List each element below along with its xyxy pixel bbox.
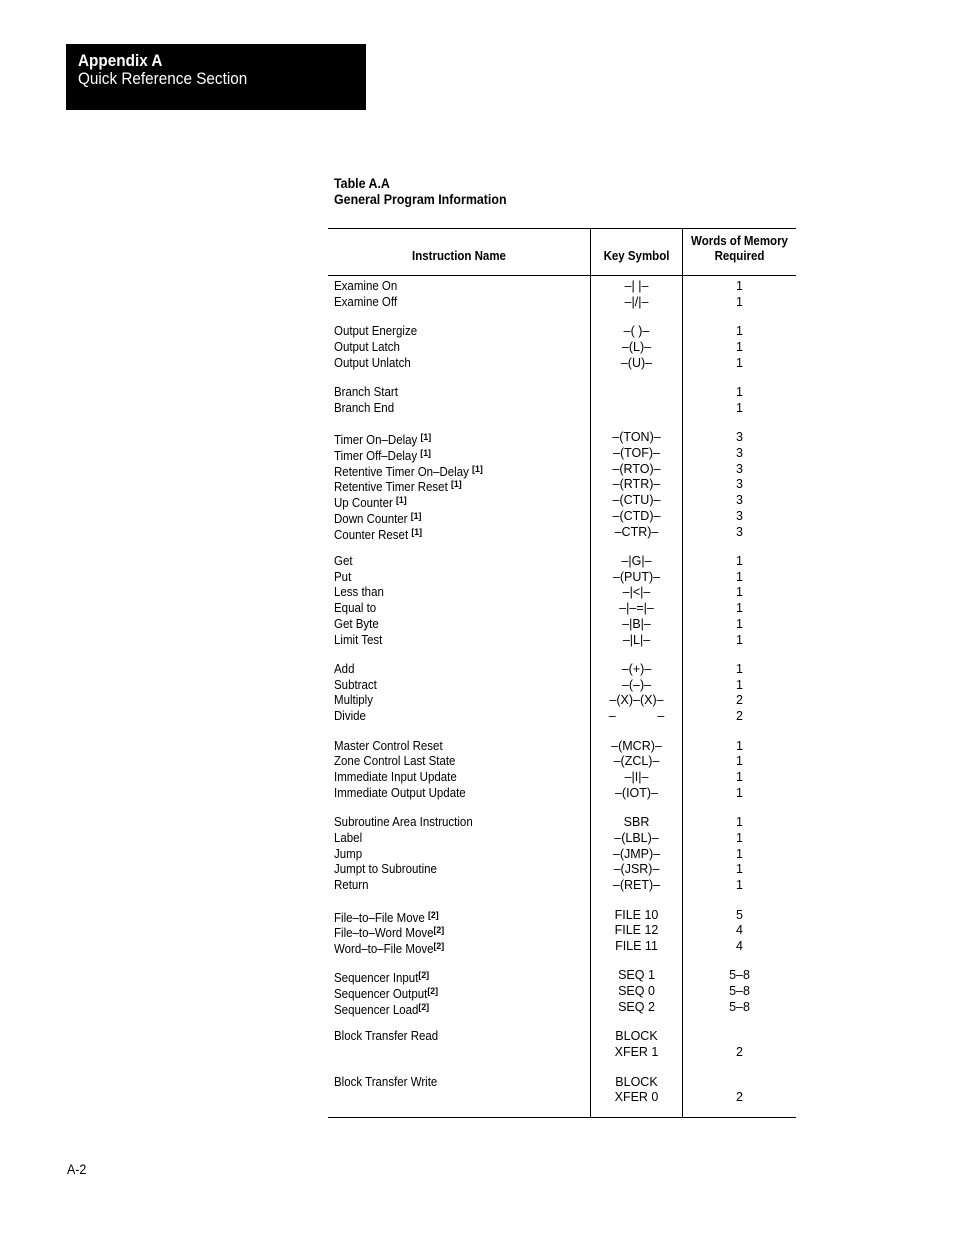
words-of-memory: 1 (736, 830, 743, 845)
words-of-memory: 1 (736, 400, 743, 415)
key-symbol: –(TON)– (612, 430, 661, 445)
words-of-memory: 2 (736, 1045, 743, 1059)
words-of-memory: 1 (736, 815, 743, 830)
key-symbol: –(X)–(X)– (609, 693, 664, 708)
instruction-name (334, 678, 377, 694)
instruction-name-text: File–to–File Move (334, 910, 428, 925)
key-symbol: XFER 0 (614, 1090, 659, 1105)
program-info-table (328, 228, 796, 1118)
instruction-name (334, 356, 411, 372)
words-of-memory: 3 (736, 493, 743, 508)
words-of-memory: 1 (736, 355, 743, 370)
key-symbol: –|/|– (624, 294, 649, 309)
key-symbol: –(JSR)– (613, 862, 660, 877)
instruction-name-text: Output Unlatch (334, 355, 411, 370)
footnote-ref: [2] (433, 925, 445, 937)
key-symbol: –(+)– (621, 662, 652, 676)
instruction-name-text: Up Counter (334, 496, 397, 511)
words-of-memory: 5–8 (729, 968, 750, 983)
instruction-name (334, 831, 362, 847)
instruction-name-text: Examine Off (334, 294, 398, 309)
words-of-memory: 1 (736, 554, 743, 568)
words-of-memory: 1 (736, 770, 743, 784)
words-of-memory: 1 (736, 662, 743, 676)
instruction-name (334, 1000, 429, 1019)
words-of-memory: 1 (736, 862, 743, 877)
instruction-name (334, 295, 397, 311)
instruction-name-text: Immediate Output Update (334, 785, 466, 800)
instruction-name (334, 340, 400, 356)
instruction-name (334, 662, 354, 678)
instruction-name (334, 525, 422, 544)
footnote-ref: [1] (396, 495, 407, 507)
key-symbol: –(RTO)– (612, 461, 661, 476)
instruction-name (334, 570, 351, 586)
column-header-instruction-name: Instruction Name (412, 249, 506, 263)
appendix-header (66, 44, 366, 110)
instruction-name-text: Counter Reset (334, 527, 412, 542)
instruction-name-text: Down Counter (334, 511, 411, 526)
key-symbol: –|L|– (622, 632, 651, 647)
instruction-name-text: Timer On–Delay (334, 433, 421, 448)
instruction-name-text: Jump (334, 846, 363, 861)
words-of-memory: 2 (736, 709, 743, 724)
words-of-memory: 5 (736, 907, 743, 922)
instruction-name (334, 847, 362, 863)
footnote-ref: [1] (411, 526, 423, 538)
key-symbol: –|G|– (621, 554, 652, 568)
instruction-name (334, 585, 384, 601)
instruction-name-text: Retentive Timer On–Delay (334, 464, 473, 479)
key-symbol: BLOCK (615, 1029, 658, 1044)
column-header-words-line2: Required (714, 249, 765, 263)
words-of-memory: 1 (736, 785, 743, 800)
key-symbol: –(RET)– (612, 878, 661, 892)
instruction-name-text: Divide (334, 709, 366, 724)
footnote-ref: [1] (420, 432, 432, 444)
words-of-memory: 1 (736, 754, 743, 769)
instruction-name-text: Equal to (334, 601, 377, 616)
instruction-name-text: Output Energize (334, 324, 418, 339)
key-symbol: XFER 1 (614, 1045, 659, 1059)
instruction-name (334, 939, 444, 958)
instruction-name (334, 754, 455, 770)
instruction-name-text: Immediate Input Update (334, 770, 457, 784)
words-of-memory: 1 (736, 632, 743, 647)
table-title: General Program Information (334, 192, 507, 207)
instruction-name-text: Sequencer Load (334, 1002, 419, 1017)
instruction-name-text: Master Control Reset (334, 738, 443, 753)
instruction-name (334, 1075, 437, 1091)
key-symbol: –(IOT)– (614, 785, 659, 800)
key-symbol: –(ZCL)– (613, 754, 660, 769)
instruction-name-text: Add (334, 662, 355, 676)
instruction-name-text: Subtract (334, 677, 377, 692)
instruction-name-text: Block Transfer Read (334, 1029, 439, 1044)
column-header-words-line1: Words of Memory (691, 234, 788, 248)
key-symbol: –( )– (623, 324, 650, 339)
key-symbol: –(MCR)– (611, 738, 662, 753)
header-divider (328, 275, 796, 276)
words-of-memory: 1 (736, 677, 743, 692)
words-of-memory: 1 (736, 601, 743, 616)
words-of-memory: 1 (736, 878, 743, 892)
instruction-name-text: Get Byte (334, 616, 379, 631)
instruction-name-text: Retentive Timer Reset (334, 480, 451, 495)
words-of-memory: 1 (736, 279, 743, 293)
instruction-name (334, 554, 353, 570)
instruction-name (334, 279, 397, 295)
instruction-name-text: Branch End (334, 400, 395, 415)
key-symbol: –| |– (624, 279, 649, 293)
instruction-name (334, 709, 366, 725)
instruction-name-text: Multiply (334, 693, 373, 708)
key-symbol: –(LBL)– (614, 830, 659, 845)
instruction-name (334, 770, 457, 786)
instruction-name-text: Subroutine Area Instruction (334, 815, 473, 830)
instruction-name-text: File–to–Word Move (334, 926, 434, 941)
words-of-memory: 3 (736, 461, 743, 476)
instruction-name-text: Word–to–File Move (334, 941, 434, 956)
instruction-name-text: Less than (334, 585, 384, 600)
words-of-memory: 4 (736, 923, 743, 938)
instruction-name (334, 862, 437, 878)
instruction-name (334, 693, 373, 709)
instruction-name (334, 739, 443, 755)
footnote-ref: [2] (418, 970, 430, 982)
instruction-name-text: Sequencer Output (334, 987, 428, 1002)
instruction-name-text: Zone Control Last State (334, 754, 456, 769)
instruction-name (334, 786, 466, 802)
words-of-memory: 3 (736, 446, 743, 460)
key-symbol: –|–=|– (619, 601, 654, 616)
footnote-ref: [2] (418, 1001, 430, 1013)
key-symbol: BLOCK (615, 1074, 658, 1089)
words-of-memory: 1 (736, 738, 743, 753)
instruction-name (334, 385, 398, 401)
words-of-memory: 3 (736, 524, 743, 539)
footnote-ref: [2] (427, 909, 439, 921)
column-header-key-symbol: Key Symbol (603, 249, 670, 263)
instruction-name-text: Limit Test (334, 632, 383, 647)
instruction-name-text: Branch Start (334, 385, 398, 400)
words-of-memory: 3 (736, 477, 743, 492)
appendix-title: Appendix A (78, 51, 163, 70)
words-of-memory: 1 (736, 294, 743, 309)
key-symbol: –(JMP)– (612, 846, 661, 861)
key-symbol: FILE 11 (615, 938, 658, 953)
words-of-memory: 3 (736, 508, 743, 523)
key-symbol: FILE 10 (614, 907, 659, 922)
instruction-name (334, 815, 473, 831)
footnote-ref: [1] (472, 463, 483, 475)
instruction-name (334, 324, 417, 340)
footnote-ref: [2] (427, 986, 439, 998)
instruction-name (334, 601, 376, 617)
column-header-words-of-memory (688, 234, 792, 264)
instruction-name (334, 1029, 438, 1045)
key-symbol: SBR (623, 815, 650, 830)
instruction-name-text: Put (334, 569, 352, 584)
words-of-memory: 1 (736, 569, 743, 584)
instruction-name (334, 878, 369, 894)
footnote-ref: [2] (433, 940, 445, 952)
footnote-ref: [1] (410, 510, 422, 522)
key-symbol: –(CTD)– (612, 508, 661, 523)
words-of-memory: 1 (736, 585, 743, 600)
footnote-ref: [1] (420, 448, 431, 459)
key-symbol: –(PUT)– (612, 569, 661, 584)
key-symbol: SEQ 1 (618, 968, 655, 983)
words-of-memory: 1 (736, 385, 743, 400)
key-symbol: –(RTR)– (612, 477, 661, 492)
instruction-name-text: Timer Off–Delay (334, 449, 421, 463)
instruction-name-text: Jumpt to Subroutine (334, 862, 437, 877)
instruction-name-text: Output Latch (334, 339, 400, 354)
words-of-memory: 5–8 (729, 999, 750, 1014)
section-title: Quick Reference Section (78, 69, 248, 88)
footnote-ref: [1] (450, 479, 462, 491)
key-symbol: –(–)– (621, 677, 652, 692)
key-symbol: –CTR)– (614, 524, 659, 539)
instruction-name-text: Sequencer Input (334, 971, 419, 986)
instruction-name (334, 401, 394, 417)
instruction-name (334, 617, 379, 633)
words-of-memory: 1 (736, 324, 743, 339)
table-caption (334, 176, 507, 208)
key-symbol: –(L)– (621, 339, 652, 354)
words-of-memory: 3 (736, 430, 743, 445)
key-symbol: FILE 12 (614, 923, 659, 938)
instruction-name-text: Return (334, 878, 369, 892)
key-symbol: –(U)– (620, 355, 653, 370)
key-symbol: –|<|– (622, 585, 651, 600)
words-of-memory: 1 (736, 339, 743, 354)
key-symbol: –|B|– (622, 616, 651, 631)
key-symbol: –(TOF)– (613, 446, 660, 460)
instruction-name-text: Block Transfer Write (334, 1074, 438, 1089)
words-of-memory: 5–8 (729, 984, 750, 999)
instruction-name-text: Get (334, 554, 353, 568)
key-symbol: –(CTU)– (612, 493, 661, 508)
instruction-name (334, 633, 382, 649)
words-of-memory: 1 (736, 846, 743, 861)
instruction-name-text: Examine On (334, 279, 398, 293)
table-id: Table A.A (334, 176, 390, 191)
words-of-memory: 2 (736, 693, 743, 708)
page-number: A-2 (67, 1162, 87, 1177)
key-symbol: –|I|– (624, 770, 649, 784)
key-symbol: SEQ 2 (618, 999, 655, 1014)
key-symbol: – – (608, 709, 665, 724)
key-symbol: SEQ 0 (618, 984, 655, 999)
instruction-name-text: Label (334, 830, 363, 845)
words-of-memory: 1 (736, 616, 743, 631)
words-of-memory: 2 (736, 1090, 743, 1105)
words-of-memory: 4 (736, 938, 743, 953)
